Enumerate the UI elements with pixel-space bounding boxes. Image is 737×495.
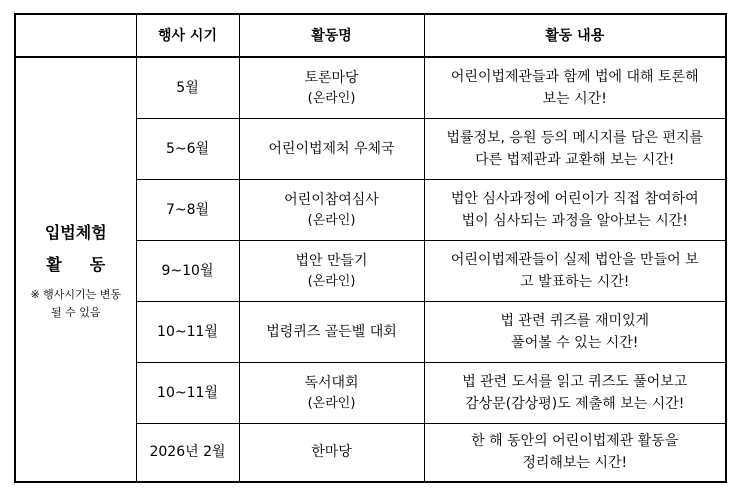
activity-name-sub: (온라인) bbox=[307, 90, 356, 106]
name-cell bbox=[239, 118, 424, 179]
side-title: 입법체험 bbox=[44, 222, 107, 242]
activity-name: 어린이법제처 우체국 bbox=[268, 140, 395, 157]
period-cell: 5월 bbox=[136, 57, 239, 118]
content-line1: 법안 심사과정에 어린이가 직접 참여하여 bbox=[450, 190, 699, 207]
activity-name: 법안 만들기 bbox=[295, 252, 368, 269]
header-activity-content: 활동 내용 bbox=[424, 14, 726, 57]
content-line1: 법 관련 퀴즈를 재미있게 bbox=[500, 312, 650, 329]
content-line2: 고 발표하는 시간! bbox=[520, 273, 630, 290]
side-label-cell bbox=[15, 57, 136, 482]
table-header-row bbox=[15, 14, 726, 57]
content-cell bbox=[424, 57, 726, 118]
content-cell bbox=[424, 423, 726, 482]
header-empty-cell bbox=[15, 14, 136, 57]
content-cell bbox=[424, 118, 726, 179]
activity-name: 독서대회 bbox=[304, 374, 359, 391]
period-cell: 2026년 2월 bbox=[136, 423, 239, 482]
activity-name-sub: (온라인) bbox=[307, 212, 356, 228]
table-row bbox=[15, 57, 726, 118]
content-line1: 한 해 동안의 어린이법제관 활동을 bbox=[471, 433, 679, 450]
content-line1: 법 관련 도서를 읽고 퀴즈도 풀어보고 bbox=[462, 373, 688, 390]
activity-name: 한마당 bbox=[311, 444, 352, 461]
period-cell: 10~11월 bbox=[136, 362, 239, 423]
name-cell bbox=[239, 301, 424, 362]
content-line2: 법이 심사되는 과정을 알아보는 시간! bbox=[461, 212, 688, 229]
activity-name-sub: (온라인) bbox=[307, 395, 356, 411]
header-period: 행사 시기 bbox=[136, 14, 239, 57]
content-cell bbox=[424, 362, 726, 423]
period-cell: 7~8월 bbox=[136, 179, 239, 240]
content-line1: 법률정보, 응원 등의 메시지를 담은 편지를 bbox=[446, 129, 704, 146]
activity-name-sub: (온라인) bbox=[307, 273, 356, 289]
header-activity-name: 활동명 bbox=[239, 14, 424, 57]
content-line2: 정리해보는 시간! bbox=[522, 455, 628, 472]
name-cell bbox=[239, 423, 424, 482]
content-cell bbox=[424, 301, 726, 362]
activity-name: 법령퀴즈 골든벨 대회 bbox=[266, 323, 397, 340]
period-cell: 10~11월 bbox=[136, 301, 239, 362]
name-cell bbox=[239, 179, 424, 240]
activity-name: 어린이참여심사 bbox=[284, 191, 379, 208]
period-cell: 9~10월 bbox=[136, 240, 239, 301]
side-note-line1: ※ 행사시기는 변동 bbox=[30, 287, 122, 301]
name-cell bbox=[239, 362, 424, 423]
name-cell bbox=[239, 240, 424, 301]
content-cell bbox=[424, 240, 726, 301]
activity-name: 토론마당 bbox=[304, 69, 359, 86]
content-line2: 다른 법제관과 교환해 보는 시간! bbox=[475, 151, 675, 168]
content-line2: 풀어볼 수 있는 시간! bbox=[511, 334, 639, 351]
content-line1: 어린이법제관들과 함께 법에 대해 토론해 bbox=[450, 68, 699, 85]
content-line2: 보는 시간! bbox=[542, 90, 607, 107]
content-cell bbox=[424, 179, 726, 240]
name-cell bbox=[239, 57, 424, 118]
activity-table bbox=[14, 13, 727, 483]
content-line2: 감상문(감상평)도 제출해 보는 시간! bbox=[465, 395, 685, 412]
side-note-line2: 될 수 있음 bbox=[51, 305, 101, 319]
side-subtitle: 활동 bbox=[46, 254, 134, 274]
period-cell: 5~6월 bbox=[136, 118, 239, 179]
content-line1: 어린이법제관들이 실제 법안을 만들어 보 bbox=[450, 251, 699, 268]
